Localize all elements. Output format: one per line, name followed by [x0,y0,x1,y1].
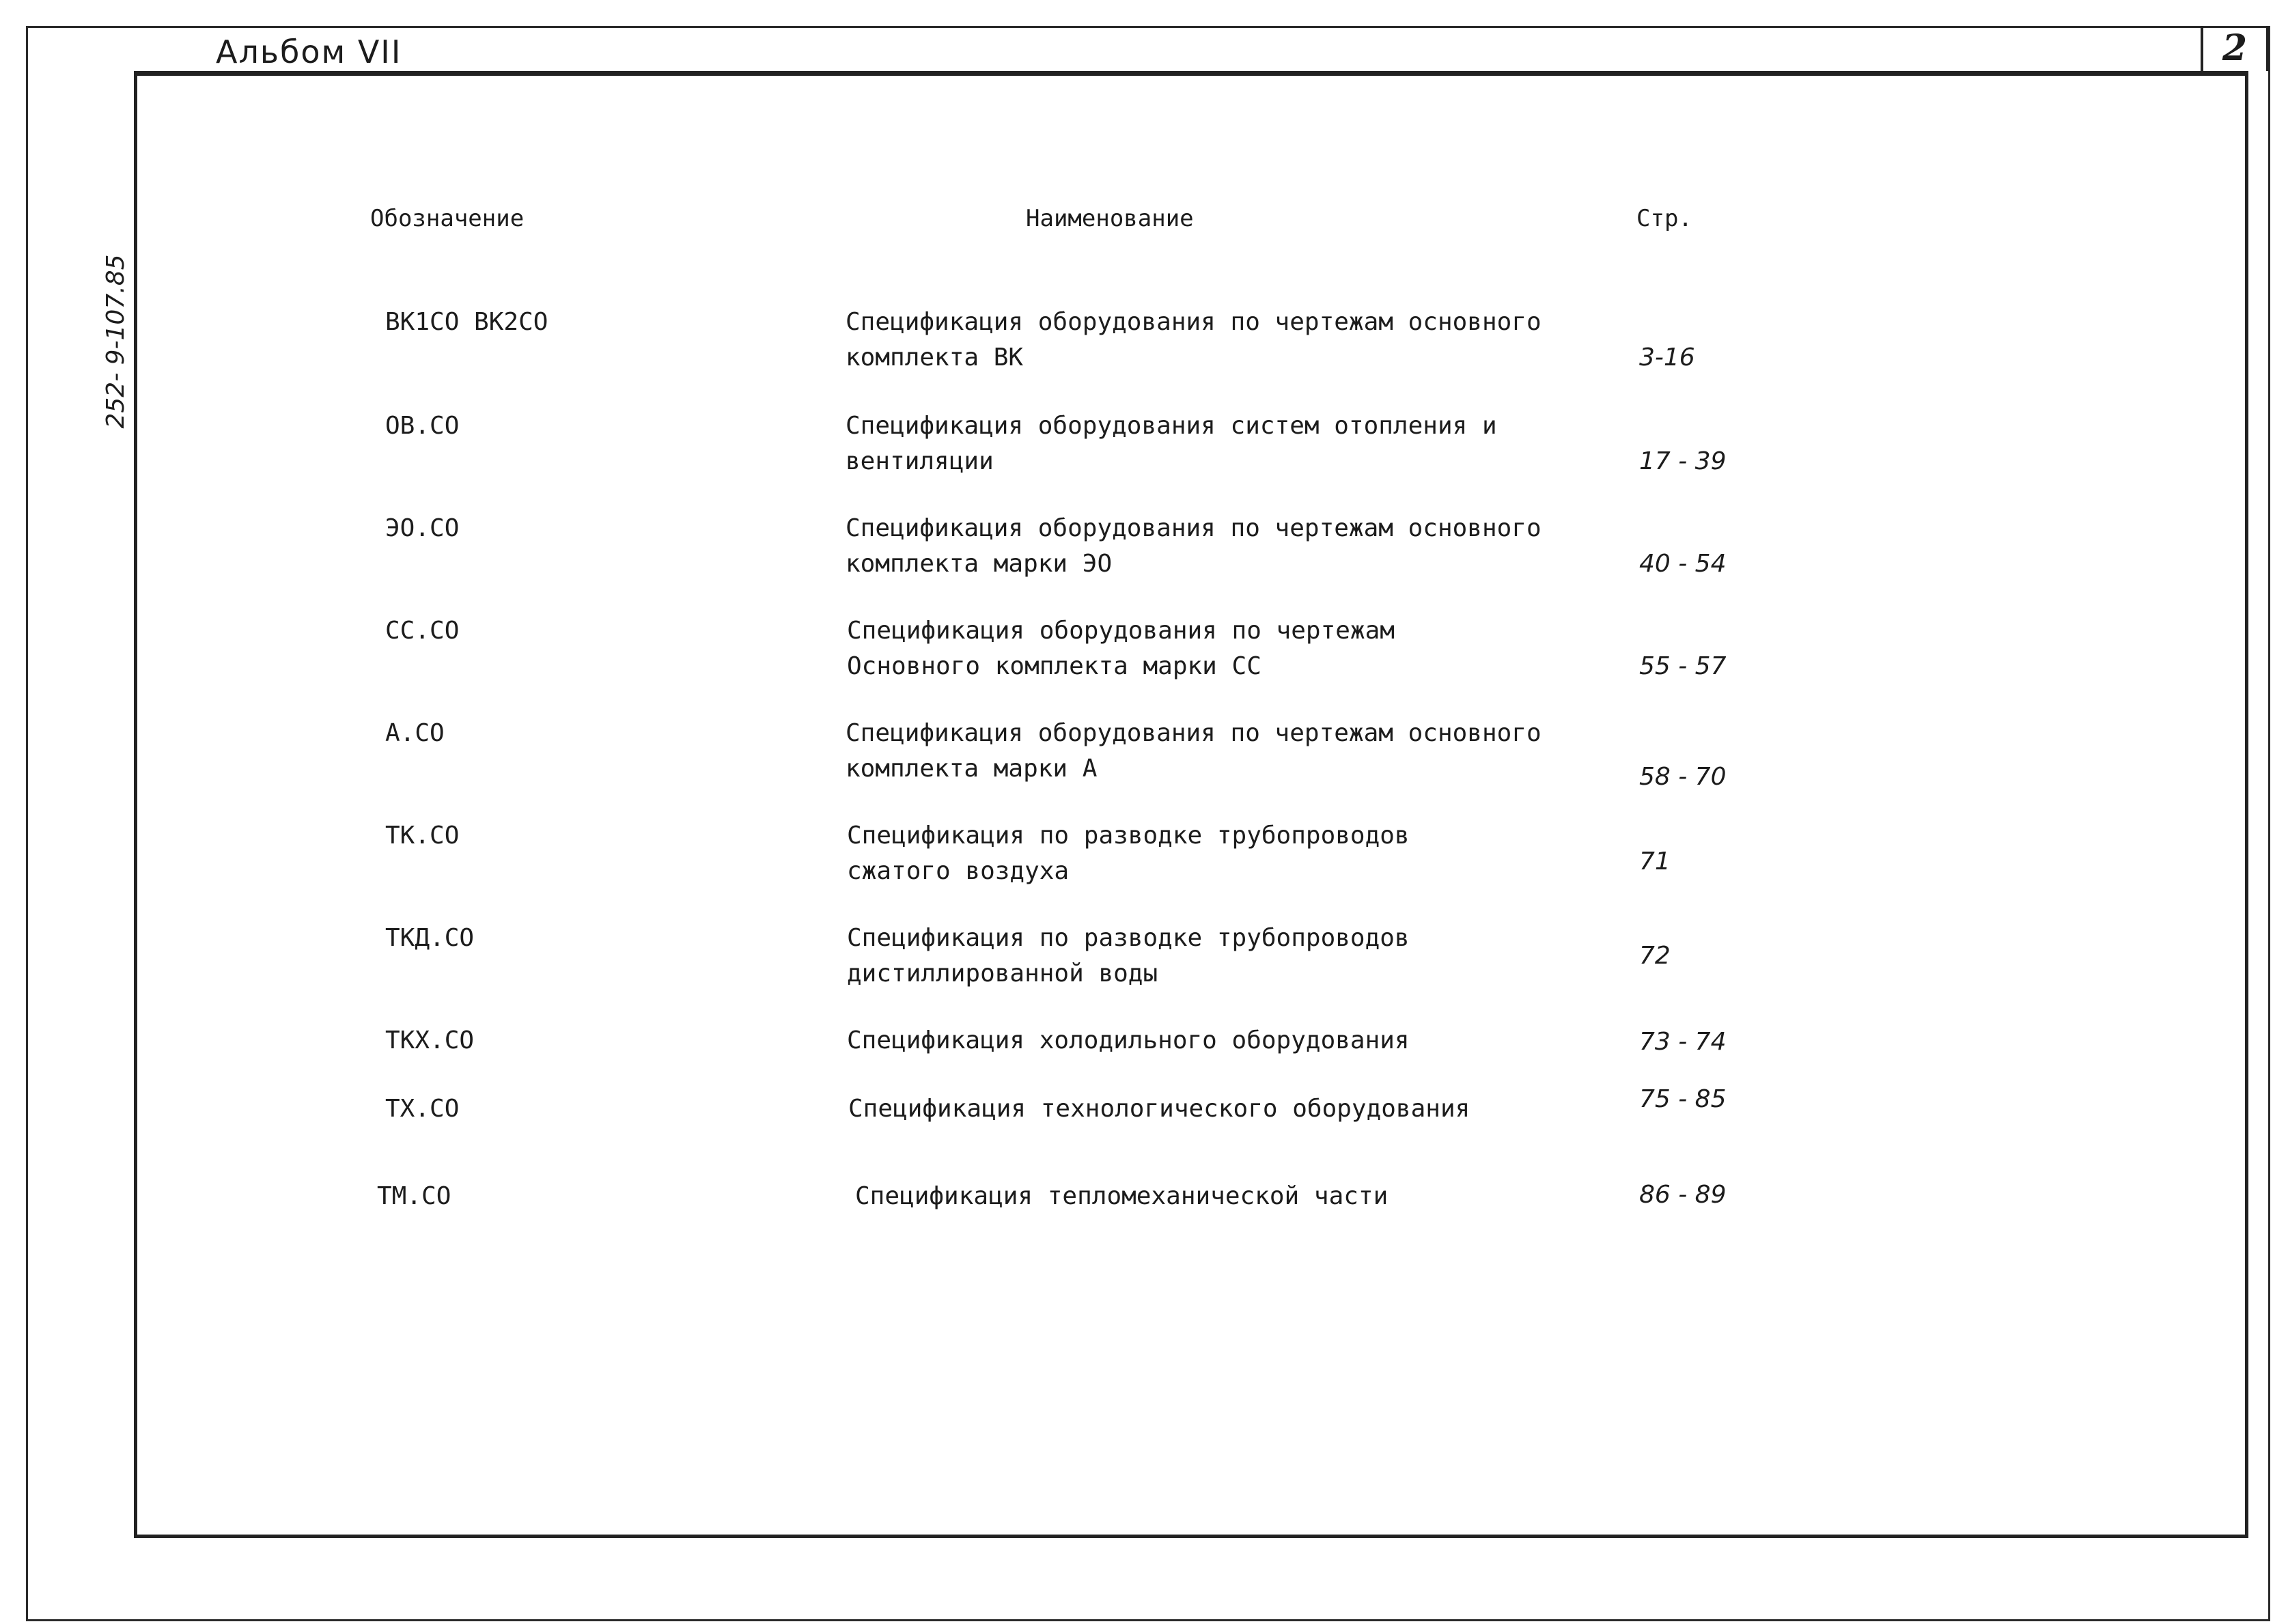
spec-row-pages: 86 - 89 [1639,1181,1727,1209]
spec-row-pages: 40 - 54 [1639,550,1727,578]
spec-row-pages: 3-16 [1639,344,1695,372]
spec-row-name-line: Спецификация холодильного оборудования [847,1026,1410,1054]
spec-row-name-line: комплекта марки ЭО [846,550,1113,578]
spec-row-name-line: Спецификация по разводке трубопроводов [847,924,1410,952]
spec-row-name-line: Спецификация оборудования по чертежам основного [846,308,1541,336]
spec-row-code: ТК.СО [385,822,460,850]
column-header-code: Обозначение [370,205,525,232]
spec-row-name [847,613,1395,684]
column-header-page: Стр. [1636,205,1692,232]
spec-row-name-line: Спецификация оборудования по чертежам основного [846,514,1541,542]
spec-row-name-line: Спецификация тепломеханической части [855,1182,1389,1210]
spec-row-code: ТХ.СО [385,1095,460,1123]
spec-row-code: ТКД.СО [385,924,475,952]
spec-row-name-line: Спецификация оборудования по чертежам [847,617,1395,645]
spec-row-code: А.СО [385,719,445,747]
sheet-inner-frame [134,72,2248,1538]
spec-row-name-line: Спецификация оборудования по чертежам основного [846,719,1541,747]
spec-row-name-line: Спецификация технологического оборудования [848,1095,1470,1123]
spec-row-pages: 75 - 85 [1639,1085,1727,1113]
spec-row-name-line: Спецификация оборудования систем отопления и [846,412,1497,440]
spec-row-code: ТМ.СО [377,1182,451,1210]
spec-row-pages: 17 - 39 [1639,447,1727,475]
spec-row-name [846,408,1497,479]
spec-row-pages: 72 [1639,942,1671,970]
spec-row-name-line: комплекта ВК [846,344,1024,372]
side-document-code: 252- 9-107.85 [102,254,130,429]
spec-row-name-line: сжатого воздуха [847,857,1070,885]
spec-row-name [847,1023,1410,1059]
spec-row-code: ОВ.СО [385,412,460,440]
column-header-name: Наименование [1026,205,1194,232]
spec-row-pages: 73 - 74 [1639,1028,1727,1056]
album-label: Альбом VII [216,33,402,70]
spec-row-pages: 71 [1639,848,1671,876]
spec-row-pages: 58 - 70 [1639,763,1727,791]
spec-row-name [848,1091,1470,1127]
spec-row-name [847,818,1410,889]
spec-row-name [855,1179,1388,1214]
spec-row-name-line: вентиляции [846,447,994,475]
spec-row-name [846,305,1541,376]
spec-row-name-line: Основного комплекта марки СС [847,652,1261,680]
spec-row-name [846,511,1541,582]
sheet-number-box [2201,26,2269,71]
spec-row-name-line: Спецификация по разводке трубопроводов [847,822,1410,850]
spec-row-code: ВК1СО ВК2СО [385,308,548,336]
spec-row-code: ЭО.СО [385,514,460,542]
spec-row-name-line: дистиллированной воды [847,960,1158,988]
spec-row-name [846,716,1541,787]
spec-row-code: ТКХ.СО [385,1026,475,1054]
spec-row-code: СС.СО [385,617,460,645]
sheet-number: 2 [2222,27,2248,69]
spec-row-name-line: комплекта марки А [846,755,1098,783]
spec-row-name [847,921,1410,992]
spec-row-pages: 55 - 57 [1639,652,1727,680]
